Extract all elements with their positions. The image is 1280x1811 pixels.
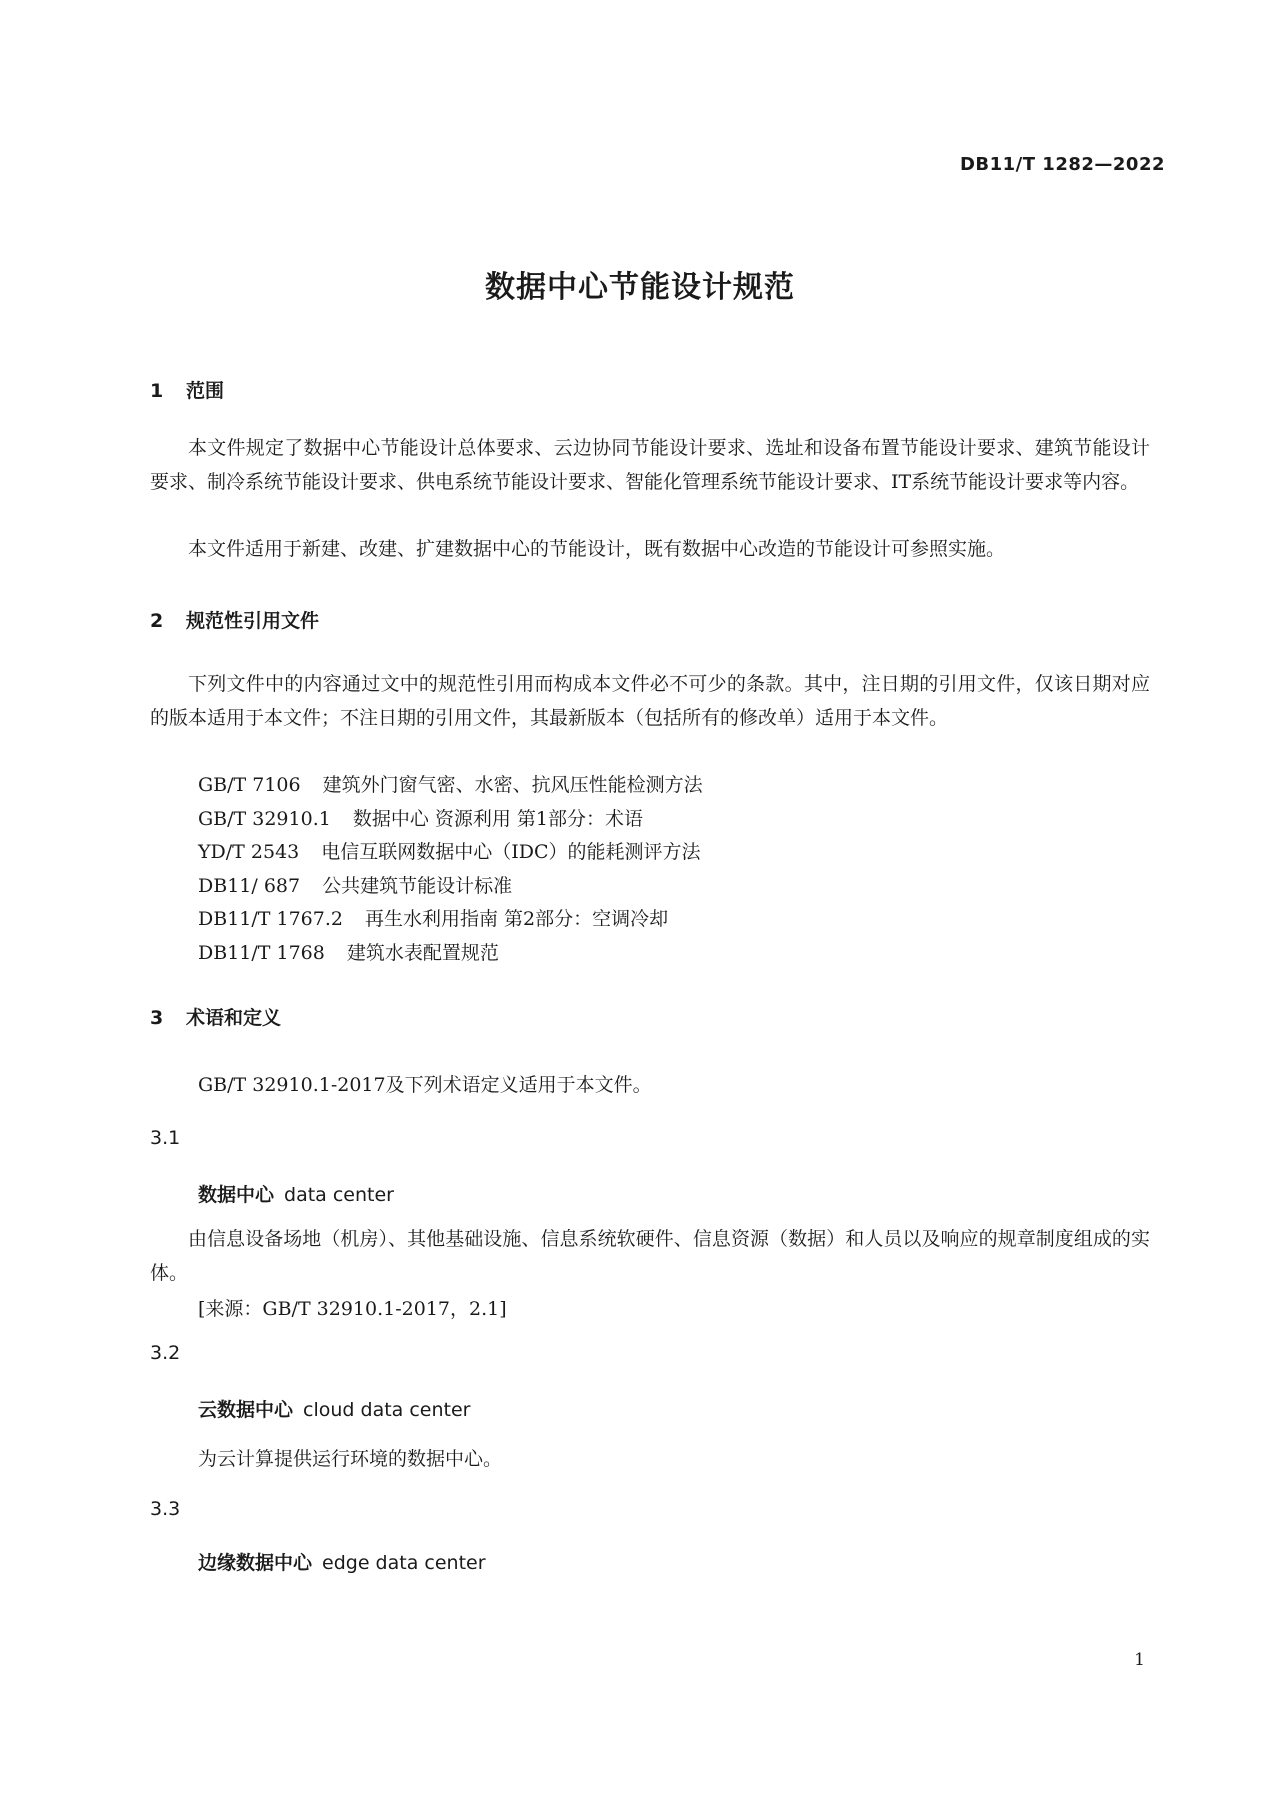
section-number: 1 bbox=[150, 380, 164, 402]
section-number: 2 bbox=[150, 610, 164, 632]
reference-code: GB/T 7106 bbox=[198, 774, 301, 796]
terms-intro: GB/T 32910.1-2017及下列术语定义适用于本文件。 bbox=[198, 1074, 652, 1096]
list-item bbox=[198, 903, 703, 937]
reference-name: 再生水利用指南 第2部分：空调冷却 bbox=[364, 908, 669, 930]
reference-list bbox=[198, 769, 703, 970]
list-item bbox=[198, 836, 703, 870]
reference-code: GB/T 32910.1 bbox=[198, 807, 331, 830]
scope-paragraph-1: 本文件规定了数据中心节能设计总体要求、云边协同节能设计要求、选址和设备布置节能设计要求、建筑节能设计要求、制冷系统节能设计要求、供电系统节能设计要求、智能化管理系统节能设计要求、IT系统节能设计要求等内容。 bbox=[150, 437, 1150, 493]
references-intro: 下列文件中的内容通过文中的规范性引用而构成本文件必不可少的条款。其中，注日期的引用文件，仅该日期对应的版本适用于本文件；不注日期的引用文件，其最新版本（包括所有的修改单）适用于本文件。 bbox=[150, 673, 1150, 729]
term-zh: 数据中心 bbox=[198, 1184, 275, 1206]
term-number: 3.2 bbox=[150, 1342, 181, 1364]
term-number: 3.3 bbox=[150, 1498, 181, 1520]
section-title: 术语和定义 bbox=[186, 1007, 282, 1029]
reference-name: 公共建筑节能设计标准 bbox=[322, 874, 513, 897]
reference-name: 电信互联网数据中心（IDC）的能耗测评方法 bbox=[321, 841, 701, 863]
term-zh: 云数据中心 bbox=[198, 1399, 294, 1421]
term-en: data center bbox=[284, 1184, 394, 1206]
document-title: 数据中心节能设计规范 bbox=[485, 270, 795, 305]
section-2-heading bbox=[150, 606, 319, 633]
term-definition: 为云计算提供运行环境的数据中心。 bbox=[198, 1448, 503, 1470]
reference-name: 数据中心 资源利用 第1部分：术语 bbox=[352, 807, 643, 830]
scope-paragraph-2: 本文件适用于新建、改建、扩建数据中心的节能设计，既有数据中心改造的节能设计可参照实施。 bbox=[188, 538, 1006, 560]
document-code: DB11/T 1282—2022 bbox=[959, 154, 1165, 175]
term-zh: 边缘数据中心 bbox=[198, 1552, 313, 1574]
reference-name: 建筑水表配置规范 bbox=[346, 941, 499, 964]
reference-code: DB11/ 687 bbox=[198, 874, 301, 897]
section-number: 3 bbox=[150, 1007, 164, 1029]
term-source: [来源：GB/T 32910.1-2017，2.1] bbox=[198, 1298, 507, 1320]
term-number: 3.1 bbox=[150, 1127, 181, 1149]
section-title: 范围 bbox=[186, 380, 225, 402]
reference-name: 建筑外门窗气密、水密、抗风压性能检测方法 bbox=[322, 774, 703, 796]
reference-code: DB11/T 1768 bbox=[198, 941, 325, 964]
term-definition: 由信息设备场地（机房）、其他基础设施、信息系统软硬件、信息资源（数据）和人员以及响应的规章制度组成的实体。 bbox=[150, 1228, 1150, 1284]
term-heading bbox=[198, 1180, 394, 1207]
section-3-heading bbox=[150, 1003, 281, 1030]
term-heading bbox=[198, 1548, 486, 1575]
list-item bbox=[198, 937, 703, 971]
section-1-heading bbox=[150, 376, 224, 403]
list-item bbox=[198, 803, 703, 837]
section-title: 规范性引用文件 bbox=[186, 610, 320, 632]
reference-code: YD/T 2543 bbox=[198, 841, 300, 863]
term-en: cloud data center bbox=[303, 1399, 471, 1421]
list-item bbox=[198, 769, 703, 803]
term-heading bbox=[198, 1395, 470, 1422]
page-number: 1 bbox=[1134, 1650, 1145, 1670]
reference-code: DB11/T 1767.2 bbox=[198, 908, 343, 930]
term-en: edge data center bbox=[322, 1552, 486, 1574]
list-item bbox=[198, 870, 703, 904]
